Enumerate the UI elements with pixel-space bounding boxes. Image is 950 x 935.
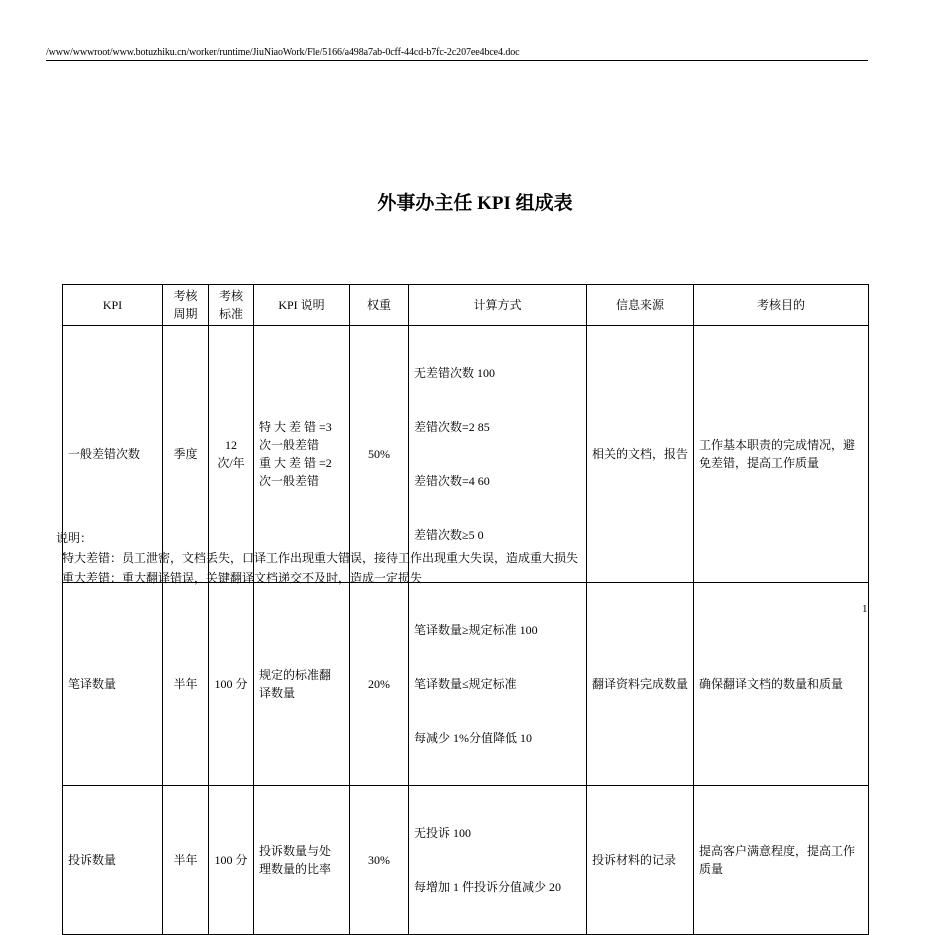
- cell-kpi: 笔译数量: [63, 583, 163, 786]
- page-number: 1: [862, 603, 868, 615]
- cell-purpose: 提高客户满意程度，提高工作质量: [694, 786, 869, 935]
- table-row: [63, 583, 869, 786]
- cell-desc: 规定的标准翻 译数量: [254, 583, 350, 786]
- cell-weight: 30%: [350, 786, 409, 935]
- cell-kpi: 投诉数量: [63, 786, 163, 935]
- header-file-path: /www/wwwroot/www.botuzhiku.cn/worker/runtime/JiuNiaoWork/Fle/5166/a498a7ab-0cff-44cd-b7fc-2c207ee4bce4.doc: [46, 47, 520, 58]
- header-calc: 计算方式: [409, 285, 587, 326]
- kpi-table: [62, 284, 869, 935]
- cell-desc: 投诉数量与处 理数量的比率: [254, 786, 350, 935]
- table-header-row: [63, 285, 869, 326]
- header-purpose: 考核目的: [694, 285, 869, 326]
- header-divider: [46, 60, 868, 61]
- cell-weight: 50%: [350, 326, 409, 583]
- cell-source: 相关的文档，报告: [587, 326, 694, 583]
- notes-section: [56, 528, 578, 588]
- cell-purpose: 工作基本职责的完成情况，避免差错，提高工作质量: [694, 326, 869, 583]
- cell-period: 季度: [163, 326, 209, 583]
- cell-desc: 特 大 差 错 =3 次一般差错 重 大 差 错 =2 次一般差错: [254, 326, 350, 583]
- cell-purpose: 确保翻译文档的数量和质量: [694, 583, 869, 786]
- cell-weight: 20%: [350, 583, 409, 786]
- page-title: 外事办主任 KPI 组成表: [377, 193, 573, 214]
- note-line: 特大差错：员工泄密，文档丢失，口译工作出现重大错误，接待工作出现重大失误，造成重大损失: [62, 551, 579, 565]
- notes-heading: 说明：: [56, 531, 93, 545]
- cell-kpi: 一般差错次数: [63, 326, 163, 583]
- cell-standard: 100 分: [209, 583, 254, 786]
- cell-calc: 笔译数量≥规定标准 100 笔译数量≤规定标准 每减少 1%分值降低 10: [409, 583, 587, 786]
- cell-period: 半年: [163, 786, 209, 935]
- cell-source: 投诉材料的记录: [587, 786, 694, 935]
- cell-standard: 100 分: [209, 786, 254, 935]
- header-source: 信息来源: [587, 285, 694, 326]
- header-period: 考核 周期: [163, 285, 209, 326]
- cell-calc: 无差错次数 100 差错次数=2 85 差错次数=4 60 差错次数≥5 0: [409, 326, 587, 583]
- table-row: [63, 786, 869, 935]
- note-line: 重大差错：重大翻译错误，关键翻译文档递交不及时，造成一定损失: [62, 571, 423, 585]
- header-kpi: KPI: [63, 285, 163, 326]
- cell-calc: 无投诉 100 每增加 1 件投诉分值减少 20: [409, 786, 587, 935]
- header-weight: 权重: [350, 285, 409, 326]
- header-desc: KPI 说明: [254, 285, 350, 326]
- header-standard: 考核 标准: [209, 285, 254, 326]
- cell-source: 翻译资料完成数量: [587, 583, 694, 786]
- cell-period: 半年: [163, 583, 209, 786]
- cell-standard: 12 次/年: [209, 326, 254, 583]
